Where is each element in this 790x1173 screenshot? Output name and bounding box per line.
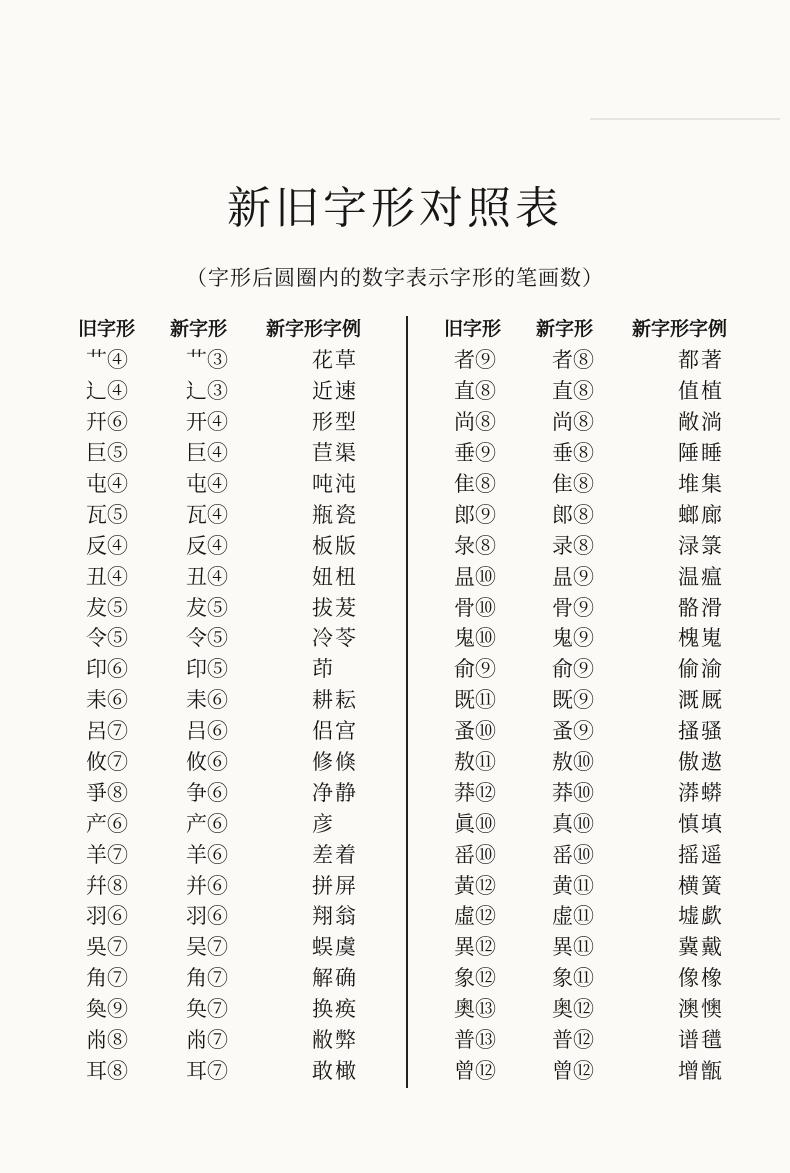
examples-cell: 值植 (678, 379, 724, 404)
new-form-cell: 争⑥ (186, 780, 228, 805)
table-row (440, 746, 788, 777)
new-form-cell: 敖⑩ (552, 750, 594, 775)
table-row (440, 715, 788, 746)
new-form-cell: 产⑥ (186, 811, 228, 836)
table-row (74, 498, 422, 529)
old-form-cell: 敖⑪ (454, 750, 496, 775)
new-form-cell: 艹③ (186, 348, 228, 373)
new-form-cell: 隹⑧ (552, 472, 594, 496)
table-row (440, 406, 788, 437)
page-subtitle: （字形后圆圈内的数字表示字形的笔画数） (186, 266, 604, 290)
old-form-cell: 既⑪ (454, 688, 496, 713)
table-row (440, 498, 788, 529)
table-row (440, 776, 788, 807)
old-form-cell: 呂⑦ (86, 719, 128, 744)
examples-cell: 增甑 (678, 1058, 724, 1083)
examples-cell: 摇遥 (678, 842, 724, 867)
new-form-cell: 印⑤ (186, 657, 228, 682)
examples-cell: 茚 (312, 657, 335, 682)
examples-cell: 妞杻 (312, 564, 358, 589)
table-row (74, 900, 422, 931)
header-examples: 新字形字例 (266, 317, 362, 340)
new-form-cell: 莽⑩ (552, 780, 594, 805)
old-form-cell: 彔⑧ (454, 533, 496, 558)
examples-cell: 横簧 (678, 873, 724, 898)
examples-cell: 侣宫 (312, 719, 358, 744)
table-row (74, 468, 422, 499)
new-form-cell: 奥⑫ (552, 997, 594, 1022)
new-form-cell: 耒⑥ (186, 688, 228, 713)
old-form-cell: 骨⑩ (454, 595, 496, 620)
table-header (440, 312, 788, 342)
new-form-cell: 并⑥ (186, 873, 228, 898)
examples-cell: 解确 (312, 966, 358, 991)
table-row (74, 838, 422, 869)
old-form-cell: 辶④ (86, 379, 128, 404)
examples-cell: 冷苓 (312, 626, 358, 651)
old-form-cell: 耒⑥ (86, 688, 128, 713)
table-row (74, 993, 422, 1024)
old-form-cell: 曾⑫ (454, 1058, 496, 1083)
table-row (74, 375, 422, 406)
examples-cell: 近速 (312, 379, 358, 404)
examples-cell: 冀戴 (678, 935, 724, 960)
old-form-cell: 奐⑨ (86, 997, 128, 1022)
table-row (440, 622, 788, 653)
new-form-cell: 吕⑥ (186, 719, 228, 744)
examples-cell: 墟歔 (678, 904, 724, 929)
new-form-cell: 䍃⑩ (552, 842, 594, 867)
table-row (440, 375, 788, 406)
examples-cell: 陲睡 (678, 441, 724, 466)
old-form-cell: 反④ (86, 533, 128, 558)
examples-cell: 形型 (312, 410, 358, 435)
examples-cell: 谱氆 (678, 1028, 724, 1053)
old-form-cell: 攸⑦ (86, 750, 128, 775)
examples-cell: 槐嵬 (678, 626, 724, 651)
table-row (440, 684, 788, 715)
page-title: 新旧字形对照表 (227, 183, 563, 234)
new-form-cell: 录⑧ (552, 533, 594, 558)
examples-cell: 花草 (312, 348, 358, 373)
new-form-cell: 黄⑪ (552, 873, 594, 898)
new-form-cell: 異⑪ (552, 935, 594, 960)
old-form-cell: 巨⑤ (86, 441, 128, 466)
old-form-cell: 㡀⑧ (86, 1028, 128, 1053)
old-form-cell: 产⑥ (86, 811, 128, 836)
new-form-cell: 直⑧ (552, 379, 594, 404)
new-form-cell: 辶③ (186, 379, 228, 404)
table-row (74, 437, 422, 468)
new-form-cell: 虚⑪ (552, 904, 594, 929)
examples-cell: 骼滑 (678, 595, 724, 620)
new-form-cell: 开④ (186, 410, 228, 435)
examples-cell: 搔骚 (678, 719, 724, 744)
new-form-cell: 反④ (186, 533, 228, 558)
left-table (74, 312, 422, 1085)
table-row (440, 653, 788, 684)
table-row (440, 560, 788, 591)
examples-cell: 差着 (312, 842, 358, 867)
new-form-cell: 垂⑧ (552, 441, 594, 466)
old-form-cell: 艹④ (86, 348, 128, 373)
table-row (74, 962, 422, 993)
old-form-cell: 郎⑨ (454, 502, 496, 527)
old-form-cell: 羊⑦ (86, 842, 128, 867)
old-form-cell: 爭⑧ (86, 780, 128, 805)
old-form-cell: 幷⑧ (86, 873, 128, 898)
old-form-cell: 虛⑫ (454, 904, 496, 929)
table-body (74, 344, 422, 1085)
old-form-cell: 瓦⑤ (86, 502, 128, 527)
new-form-cell: 者⑧ (552, 348, 594, 373)
new-form-cell: 郎⑧ (552, 502, 594, 527)
table-row (74, 591, 422, 622)
new-form-cell: 犮⑤ (186, 595, 228, 620)
table-row (74, 715, 422, 746)
new-form-cell: 吴⑦ (186, 935, 228, 960)
examples-cell: 螂廊 (678, 502, 724, 527)
table-row (74, 869, 422, 900)
new-form-cell: 奂⑦ (186, 997, 228, 1022)
new-form-cell: 攸⑥ (186, 750, 228, 775)
old-form-cell: 丑④ (86, 564, 128, 589)
examples-cell: 敢橄 (312, 1058, 358, 1083)
old-form-cell: 䍃⑩ (454, 842, 496, 867)
new-form-cell: 尚⑧ (552, 410, 594, 435)
old-form-cell: 直⑧ (454, 379, 496, 404)
old-form-cell: 莽⑫ (454, 780, 496, 805)
table-row (74, 560, 422, 591)
new-form-cell: 昷⑨ (552, 564, 594, 589)
old-form-cell: 俞⑨ (454, 657, 496, 682)
old-form-cell: 犮⑤ (86, 595, 128, 620)
examples-cell: 慎填 (678, 811, 724, 836)
old-form-cell: 異⑫ (454, 935, 496, 960)
old-form-cell: 者⑨ (454, 348, 496, 373)
new-form-cell: 蚤⑨ (552, 719, 594, 744)
old-form-cell: 黃⑫ (454, 873, 496, 898)
examples-cell: 偷渝 (678, 657, 724, 682)
new-form-cell: 角⑦ (186, 966, 228, 991)
old-form-cell: 印⑥ (86, 657, 128, 682)
examples-cell: 漭蟒 (678, 780, 724, 805)
header-new-form: 新字形 (536, 317, 594, 340)
examples-cell: 修倏 (312, 750, 358, 775)
table-row (440, 900, 788, 931)
new-form-cell: 普⑫ (552, 1028, 594, 1053)
old-form-cell: 羽⑥ (86, 904, 128, 929)
examples-cell: 彦 (312, 811, 335, 836)
examples-cell: 耕耘 (312, 688, 358, 713)
new-form-cell: 骨⑨ (552, 595, 594, 620)
examples-cell: 苣渠 (312, 441, 358, 466)
examples-cell: 板版 (312, 533, 358, 558)
header-new-form: 新字形 (170, 317, 228, 340)
header-examples: 新字形字例 (632, 317, 728, 340)
old-form-cell: 昷⑩ (454, 564, 496, 589)
table-row (74, 931, 422, 962)
old-form-cell: 隹⑧ (454, 472, 496, 496)
table-row (440, 931, 788, 962)
examples-cell: 傲遨 (678, 750, 724, 775)
old-form-cell: 角⑦ (86, 966, 128, 991)
header-old-form: 旧字形 (444, 317, 502, 340)
new-form-cell: 巨④ (186, 441, 228, 466)
header-old-form: 旧字形 (78, 317, 136, 340)
table-row (74, 653, 422, 684)
examples-cell: 蜈虞 (312, 935, 358, 960)
table-row (440, 591, 788, 622)
old-form-cell: 普⑬ (454, 1028, 496, 1053)
table-header (74, 312, 422, 342)
table-row (74, 344, 422, 375)
new-form-cell: 鬼⑨ (552, 626, 594, 651)
new-form-cell: 令⑤ (186, 626, 228, 651)
table-row (74, 776, 422, 807)
table-row (74, 1024, 422, 1055)
examples-cell: 吨沌 (312, 472, 358, 496)
table-row (74, 684, 422, 715)
table-row (440, 993, 788, 1024)
examples-cell: 换痪 (312, 997, 358, 1022)
table-row (74, 406, 422, 437)
table-row (440, 1024, 788, 1055)
table-row (440, 807, 788, 838)
table-row (440, 869, 788, 900)
old-form-cell: 象⑫ (454, 966, 496, 991)
examples-cell: 翔翁 (312, 904, 358, 929)
new-form-cell: 曾⑫ (552, 1058, 594, 1083)
table-row (74, 529, 422, 560)
new-form-cell: 屯④ (186, 472, 228, 496)
old-form-cell: 鬼⑩ (454, 626, 496, 651)
examples-cell: 堆集 (678, 472, 724, 496)
examples-cell: 净静 (312, 780, 358, 805)
examples-cell: 瓶瓷 (312, 502, 358, 527)
examples-cell: 敝弊 (312, 1028, 358, 1053)
old-form-cell: 吳⑦ (86, 935, 128, 960)
old-form-cell: 屯④ (86, 472, 128, 496)
table-row (74, 807, 422, 838)
new-form-cell: 耳⑦ (186, 1058, 228, 1083)
examples-cell: 澳懊 (678, 997, 724, 1022)
table-row (440, 437, 788, 468)
examples-cell: 像橡 (678, 966, 724, 991)
old-form-cell: 幵⑥ (86, 410, 128, 435)
examples-cell: 拔茇 (312, 595, 358, 620)
old-form-cell: 眞⑩ (454, 811, 496, 836)
show-through-mark (590, 118, 780, 120)
table-row (440, 344, 788, 375)
table-row (440, 529, 788, 560)
table-row (74, 1054, 422, 1085)
old-form-cell: 垂⑨ (454, 441, 496, 466)
new-form-cell: 真⑩ (552, 811, 594, 836)
examples-cell: 温瘟 (678, 564, 724, 589)
right-table (440, 312, 788, 1085)
new-form-cell: 俞⑨ (552, 657, 594, 682)
new-form-cell: 象⑪ (552, 966, 594, 991)
examples-cell: 都著 (678, 348, 724, 373)
old-form-cell: 尚⑧ (454, 410, 496, 435)
table-row (74, 746, 422, 777)
table-row (440, 962, 788, 993)
new-form-cell: 㡀⑦ (186, 1028, 228, 1053)
old-form-cell: 奧⑬ (454, 997, 496, 1022)
examples-cell: 拼屏 (312, 873, 358, 898)
old-form-cell: 令⑤ (86, 626, 128, 651)
examples-cell: 敞淌 (678, 410, 724, 435)
new-form-cell: 既⑨ (552, 688, 594, 713)
old-form-cell: 耳⑧ (86, 1058, 128, 1083)
table-body (440, 344, 788, 1085)
table-row (440, 1054, 788, 1085)
examples-cell: 渌箓 (678, 533, 724, 558)
new-form-cell: 丑④ (186, 564, 228, 589)
new-form-cell: 瓦④ (186, 502, 228, 527)
table-row (440, 468, 788, 499)
old-form-cell: 蚤⑩ (454, 719, 496, 744)
table-row (440, 838, 788, 869)
examples-cell: 溉厩 (678, 688, 724, 713)
new-form-cell: 羽⑥ (186, 904, 228, 929)
new-form-cell: 羊⑥ (186, 842, 228, 867)
table-row (74, 622, 422, 653)
